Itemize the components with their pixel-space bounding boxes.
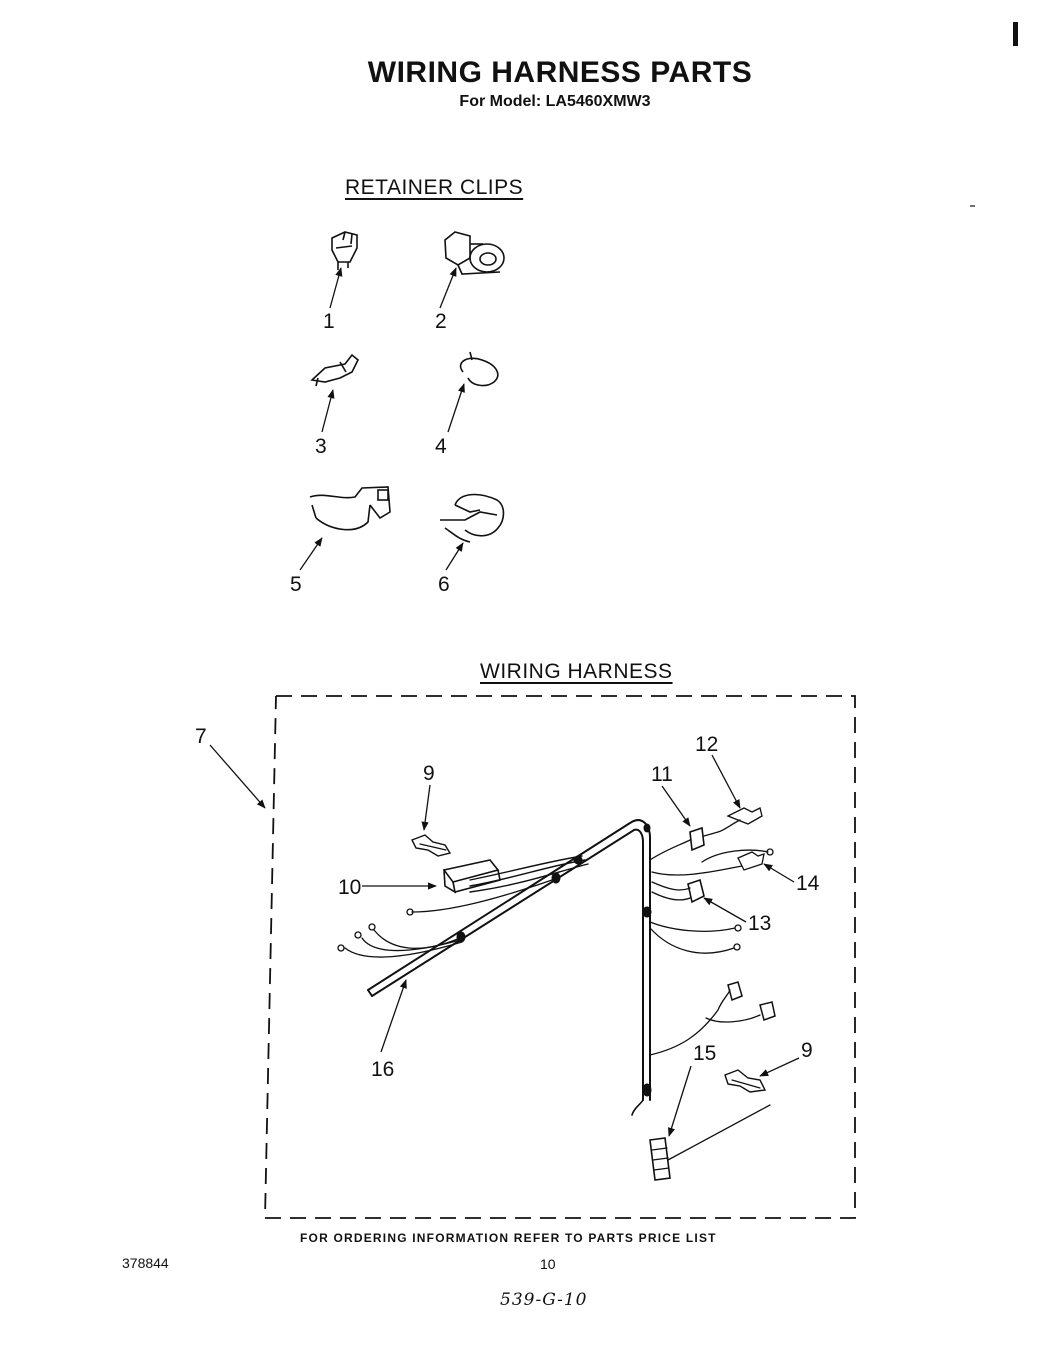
handwritten-note: 539-G-10 — [500, 1290, 588, 1310]
harness-label-12: 12 — [695, 733, 719, 756]
model-subtitle: For Model: LA5460XMW3 — [459, 93, 651, 110]
harness-drawing — [338, 808, 775, 1180]
clip-4-drawing — [461, 352, 498, 385]
harness-label-14: 14 — [796, 872, 820, 895]
harness-label-7: 7 — [195, 725, 207, 748]
clip-1-drawing — [332, 232, 357, 270]
corner-mark — [1013, 22, 1018, 46]
retainer-clips-heading: RETAINER CLIPS — [345, 176, 524, 199]
harness-label-16: 16 — [371, 1058, 395, 1081]
clip-2-drawing — [445, 232, 504, 274]
clip-label-2: 2 — [435, 310, 447, 333]
callout-7-arrow — [210, 745, 265, 808]
harness-callout-arrows — [362, 755, 799, 1136]
page-title: WIRING HARNESS PARTS — [367, 56, 753, 89]
clip-label-1: 1 — [323, 310, 335, 333]
clip-3-drawing — [312, 355, 358, 386]
clip-6-drawing — [440, 495, 504, 542]
harness-label-9-bottom: 9 — [801, 1039, 813, 1062]
page-number: 10 — [540, 1256, 556, 1272]
harness-label-11: 11 — [651, 763, 673, 786]
clip-label-3: 3 — [315, 435, 327, 458]
clip-5-drawing — [310, 487, 390, 530]
ordering-footer: FOR ORDERING INFORMATION REFER TO PARTS PRICE LIST — [300, 1231, 717, 1245]
harness-label-15: 15 — [693, 1042, 717, 1065]
harness-label-10: 10 — [338, 876, 362, 899]
document-number: 378844 — [122, 1255, 169, 1271]
harness-label-13: 13 — [748, 912, 772, 935]
wiring-harness-heading: WIRING HARNESS — [480, 660, 673, 683]
clip-label-4: 4 — [435, 435, 447, 458]
clip-label-5: 5 — [290, 573, 302, 596]
clip-label-6: 6 — [438, 573, 450, 596]
harness-label-9-top: 9 — [423, 762, 435, 785]
harness-enclosure — [265, 696, 855, 1218]
